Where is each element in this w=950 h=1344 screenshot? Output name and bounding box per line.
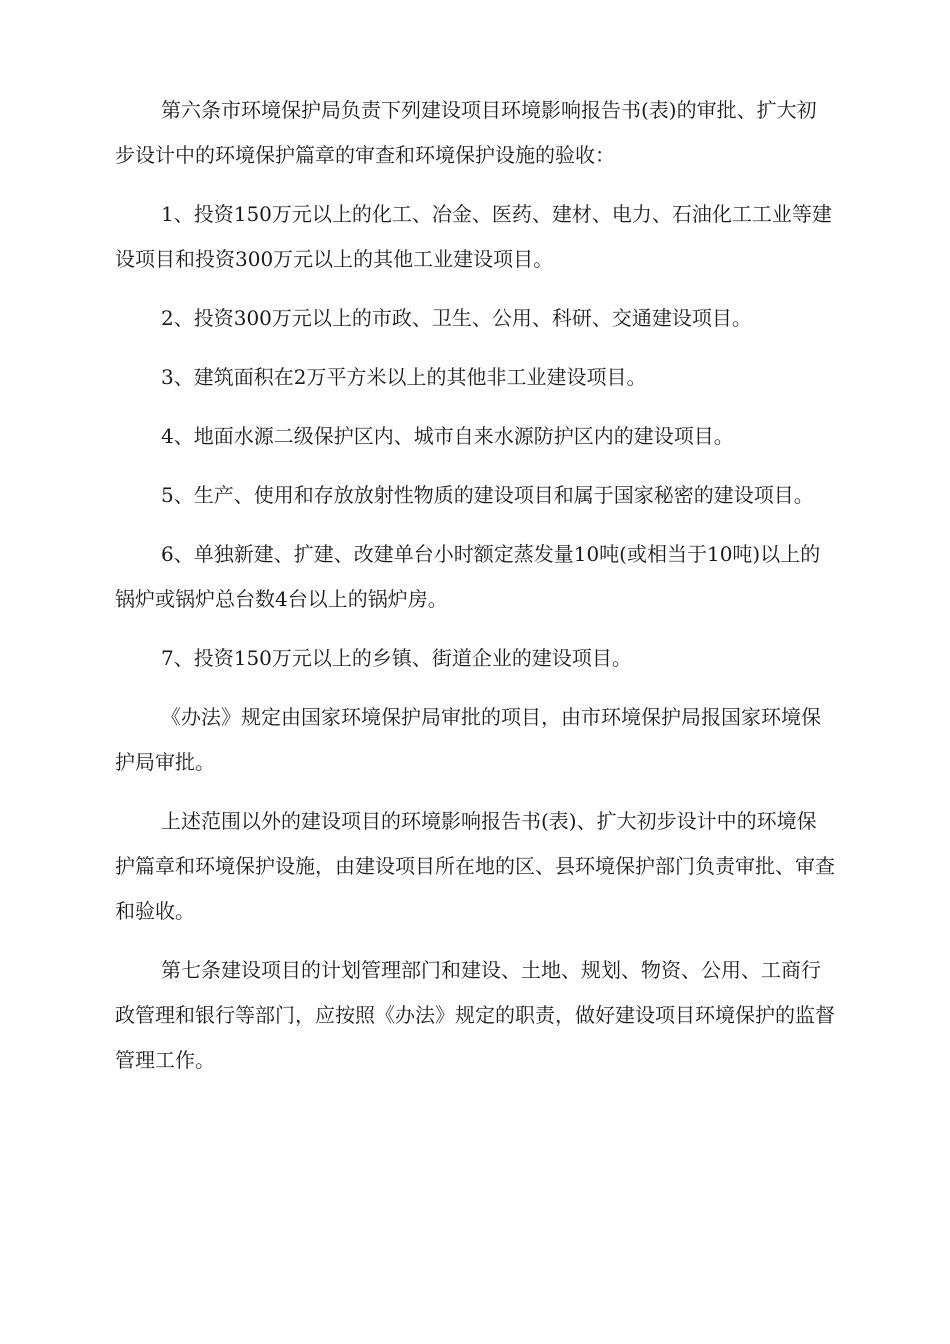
paragraph-item-6: 6、单独新建、扩建、改建单台小时额定蒸发量10吨(或相当于10吨)以上的锅炉或锅炉总台数4台以上的锅炉房。 <box>115 542 821 611</box>
paragraph-item-3: 3、建筑面积在2万平方米以上的其他非工业建设项目。 <box>161 365 647 389</box>
document-body <box>115 88 835 1097</box>
paragraph-item-4: 4、地面水源二级保护区内、城市自来水源防护区内的建设项目。 <box>161 424 734 448</box>
paragraph-article-7: 第七条建设项目的计划管理部门和建设、土地、规划、物资、公用、工商行政管理和银行等部门，应按照《办法》规定的职责，做好建设项目环境保护的监督管理工作。 <box>115 958 835 1072</box>
paragraph-national-approval: 《办法》规定由国家环境保护局审批的项目，由市环境保护局报国家环境保护局审批。 <box>115 705 821 774</box>
paragraph-district-approval: 上述范围以外的建设项目的环境影响报告书(表)、扩大初步设计中的环境保护篇章和环境保护设施，由建设项目所在地的区、县环境保护部门负责审批、审查和验收。 <box>115 809 835 923</box>
paragraph-item-1: 1、投资150万元以上的化工、冶金、医药、建材、电力、石油化工工业等建设项目和投资300万元以上的其他工业建设项目。 <box>115 202 832 271</box>
paragraph-item-7: 7、投资150万元以上的乡镇、街道企业的建设项目。 <box>161 646 632 670</box>
paragraph-item-5: 5、生产、使用和存放放射性物质的建设项目和属于国家秘密的建设项目。 <box>161 483 814 507</box>
paragraph-item-2: 2、投资300万元以上的市政、卫生、公用、科研、交通建设项目。 <box>161 306 752 330</box>
paragraph-article-6: 第六条市环境保护局负责下列建设项目环境影响报告书(表)的审批、扩大初步设计中的环境保护篇章的审查和环境保护设施的验收： <box>115 98 817 167</box>
